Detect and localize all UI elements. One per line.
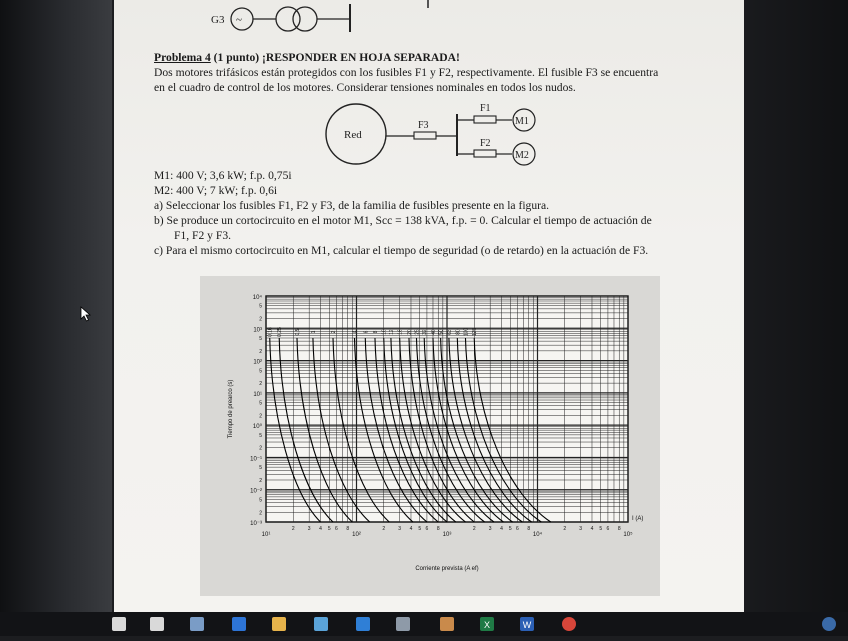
tilde-glyph: ~ xyxy=(236,14,242,26)
x-minor-label: 4 xyxy=(409,526,413,532)
fuse-rating-label: 100 xyxy=(463,327,470,337)
monitor-bezel-left xyxy=(0,0,112,612)
y-tick-label: 10⁻² xyxy=(250,488,262,495)
motor-m1-data: M1: 400 V; 3,6 kW; f.p. 0,75i xyxy=(154,169,292,182)
x-minor-label: 4 xyxy=(590,526,594,532)
question-b-continued: F1, F2 y F3. xyxy=(174,229,232,242)
x-minor-label: 4 xyxy=(319,526,322,532)
x-minor-label: 6 xyxy=(516,526,519,532)
fuse-rating-label: 1 xyxy=(310,330,317,334)
x-tick-label: 10⁴ xyxy=(532,532,543,538)
monitor-bezel-right xyxy=(740,0,848,612)
problem-statement xyxy=(154,50,724,95)
motor-m1-label: M1 xyxy=(515,116,529,127)
network-label: Red xyxy=(344,129,362,141)
circuit-diagram xyxy=(314,98,554,170)
fuse-rating-label: 12 xyxy=(388,329,395,335)
fuse-rating-label: 8 xyxy=(372,330,379,334)
y-minor-label: 2 xyxy=(259,316,262,323)
y-axis-title: Tiempo de prearco (s) xyxy=(228,379,234,439)
system-tray-icon[interactable] xyxy=(822,617,836,631)
x-axis-title: Corriente prevista (A ef) xyxy=(415,566,479,572)
x-minor-label: 2 xyxy=(291,526,295,532)
dropbox-icon[interactable] xyxy=(232,617,246,631)
y-minor-label: 5 xyxy=(259,336,262,343)
x-tick-label: 10¹ xyxy=(261,532,271,538)
fuse-f1 xyxy=(474,116,496,123)
y-minor-label: 5 xyxy=(259,400,262,407)
paint-icon[interactable] xyxy=(440,617,454,631)
y-minor-label: 5 xyxy=(259,303,262,310)
y-tick-label: 10⁴ xyxy=(252,295,262,301)
fuse-time-current-chart xyxy=(200,276,660,596)
fuse-f3-label: F3 xyxy=(418,120,429,131)
y-tick-label: 10² xyxy=(253,359,262,366)
excel-icon-letter: X xyxy=(483,620,491,630)
x-minor-label: 8 xyxy=(346,526,350,532)
document-page xyxy=(114,0,744,612)
problem-title-rest: (1 punto) ¡RESPONDER EN HOJA SEPARADA! xyxy=(210,51,460,64)
y-minor-label: 5 xyxy=(259,497,262,504)
generator-label: G3 xyxy=(211,14,225,26)
motor-data-and-questions xyxy=(154,168,734,258)
fuse-rating-label: 16 xyxy=(397,329,404,335)
x-minor-label: 2 xyxy=(472,526,476,532)
x-minor-label: 2 xyxy=(563,526,567,532)
fuse-rating-label: 0,25 xyxy=(277,327,284,337)
excel-icon[interactable] xyxy=(480,617,494,631)
x-minor-label: 3 xyxy=(398,526,402,532)
fuse-f2 xyxy=(474,150,496,157)
fuse-rating-label: 6 xyxy=(363,330,370,334)
question-b: b) Se produce un cortocircuito en el motor M1, Scc = 138 kVA, f.p. = 0. Calcular el tiempo de actuación de xyxy=(154,214,652,227)
windows-taskbar xyxy=(0,612,848,636)
y-minor-label: 5 xyxy=(259,465,262,472)
x-minor-label: 2 xyxy=(382,526,386,532)
y-minor-label: 2 xyxy=(259,510,262,517)
y-tick-label: 10³ xyxy=(253,327,262,334)
infinity-app-icon[interactable] xyxy=(314,617,328,631)
x-minor-label: 6 xyxy=(425,526,429,532)
fuse-rating-label: 80 xyxy=(455,329,462,335)
fuse-rating-label: 40 xyxy=(430,329,437,335)
fuse-rating-label: 63 xyxy=(446,329,453,335)
fuse-f1-label: F1 xyxy=(480,103,491,114)
x-minor-label: 3 xyxy=(579,526,583,532)
x-minor-label: 8 xyxy=(617,526,621,532)
fuse-f2-label: F2 xyxy=(480,138,491,149)
fuse-rating-label: 125 xyxy=(472,327,479,337)
store-icon[interactable] xyxy=(190,617,204,631)
x-minor-label: 5 xyxy=(327,526,331,532)
x-minor-label: 3 xyxy=(488,526,492,532)
snipping-tool-icon[interactable] xyxy=(396,617,410,631)
x-minor-label: 8 xyxy=(436,526,440,532)
fuse-rating-label: 4 xyxy=(352,330,359,334)
motor-m2-label: M2 xyxy=(515,150,529,161)
y-tick-label: 10¹ xyxy=(253,391,262,398)
fuse-f3 xyxy=(414,132,436,139)
x-tick-label: 10³ xyxy=(442,532,452,538)
y-minor-label: 2 xyxy=(259,348,262,355)
problem-title xyxy=(154,50,724,65)
task-view-icon[interactable] xyxy=(150,617,164,631)
x-minor-label: 4 xyxy=(500,526,503,532)
x-minor-label: 6 xyxy=(335,526,338,532)
x-minor-label: 5 xyxy=(599,526,603,532)
windows-icon[interactable] xyxy=(112,617,126,631)
question-a: a) Seleccionar los fusibles F1, F2 y F3, de la familia de fusibles presente en la figura. xyxy=(154,199,550,212)
taskbar-icons xyxy=(0,612,848,636)
x-minor-label: 6 xyxy=(606,526,610,532)
fuse-rating-label: 20 xyxy=(406,329,413,335)
x-minor-label: 3 xyxy=(307,526,311,532)
y-minor-label: 5 xyxy=(259,432,262,439)
y-tick-label: 10⁰ xyxy=(252,424,262,431)
generator-symbol xyxy=(231,8,253,30)
problem-line-2: en el cuadro de control de los motores. Considerar tensiones nominales en todos los nudos. xyxy=(154,81,576,94)
question-c: c) Para el mismo cortocircuito en M1, calcular el tiempo de seguridad (o de retardo) en la actuación de F3. xyxy=(154,244,649,257)
x-tick-label: 10⁵ xyxy=(623,532,633,538)
generator-diagram xyxy=(114,0,744,44)
fuse-rating-label: 32 xyxy=(422,329,429,335)
y-tick-label: 10⁻¹ xyxy=(250,456,262,463)
y-minor-label: 5 xyxy=(259,368,262,375)
fuse-rating-label: 50 xyxy=(438,329,445,335)
y-minor-label: 2 xyxy=(259,413,262,420)
fuse-rating-label: 2 xyxy=(331,330,338,334)
fuse-curve-figure xyxy=(200,276,660,596)
word-icon-letter: W xyxy=(522,620,532,630)
x-minor-label: 5 xyxy=(418,526,422,532)
x-minor-label: 8 xyxy=(527,526,531,532)
x-minor-label: 5 xyxy=(508,526,512,532)
file-explorer-icon[interactable] xyxy=(272,617,286,631)
mouse-cursor-icon xyxy=(80,306,92,322)
y-tick-label: 10⁻³ xyxy=(250,521,262,527)
fuse-rating-label: 25 xyxy=(414,329,421,335)
fuse-rating-label: 0,5 xyxy=(294,328,301,336)
y-minor-label: 2 xyxy=(259,445,262,452)
x-tick-label: 10² xyxy=(352,532,361,538)
y-minor-label: 2 xyxy=(259,477,262,484)
y-minor-label: 2 xyxy=(259,381,262,388)
fuse-rating-label: 0,16 xyxy=(267,327,274,337)
chrome-icon[interactable] xyxy=(562,617,576,631)
word-icon[interactable] xyxy=(520,617,534,631)
x-unit-label: I (A) xyxy=(632,516,644,522)
problem-line-1: Dos motores trifásicos están protegidos con los fusibles F1 y F2, respectivamente. El fusible F3 se encuentra xyxy=(154,66,659,79)
problem-number: Problema 4 xyxy=(154,51,211,64)
motor-m2-data: M2: 400 V; 7 kW; f.p. 0,6i xyxy=(154,184,278,197)
edge-icon[interactable] xyxy=(356,617,370,631)
transformer-coil-2 xyxy=(293,7,317,31)
fuse-rating-label: 10 xyxy=(381,329,388,335)
